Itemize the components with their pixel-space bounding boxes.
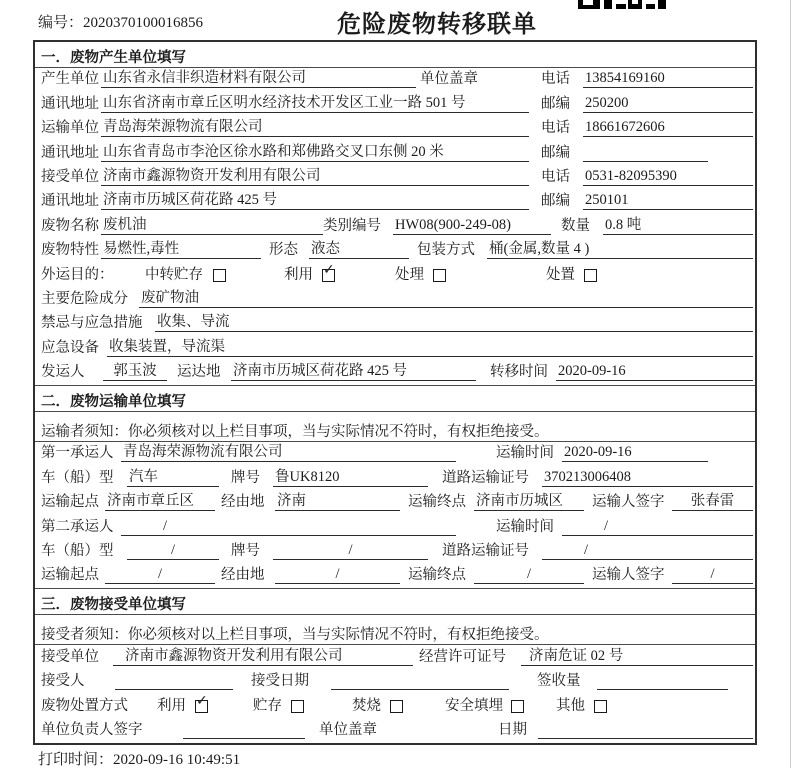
form-row — [35, 564, 755, 588]
field-label: 单位负责人签字 — [41, 722, 143, 738]
section-notice: 运输者须知：你必须核对以上栏目事项，当与实际情况不符时，有权拒绝接受。 — [35, 412, 755, 442]
field-value: / — [474, 565, 584, 584]
field-value: 济南市历城区 — [474, 492, 584, 511]
field-value: 废矿物油 — [139, 289, 753, 308]
form-row — [35, 466, 755, 490]
field-label: 电话 — [541, 120, 570, 137]
form-row — [35, 670, 755, 694]
checkbox — [291, 700, 304, 713]
field-label: 废物特性 — [41, 242, 99, 259]
form-row — [35, 288, 755, 312]
field-value: 2020-09-16 — [556, 362, 753, 381]
print-time-label: 打印时间： — [38, 752, 114, 768]
field-value: 18661672606 — [583, 118, 753, 137]
checkbox — [433, 269, 446, 282]
field-value: 0531-82095390 — [583, 167, 753, 186]
field-value: 0.8 吨 — [603, 216, 753, 235]
row-group — [35, 68, 755, 385]
field-label: 单位盖章 — [319, 722, 377, 738]
field-label: 运输起点 — [41, 567, 99, 584]
field-value: / — [672, 565, 753, 584]
checkbox — [322, 261, 335, 282]
field-value: / — [121, 517, 456, 536]
field-label: 电话 — [541, 168, 570, 185]
checkbox — [195, 692, 208, 713]
check-icon: ✓ — [196, 692, 208, 709]
field-label: 经由地 — [221, 494, 265, 511]
qr-block-gap — [583, 0, 593, 5]
field-label: 处理 — [395, 266, 424, 283]
field-label: 运输人签字 — [592, 494, 665, 511]
field-value: / — [542, 541, 753, 560]
field-label: 废物名称 — [41, 217, 99, 234]
field-value — [331, 672, 509, 690]
field-value: 济南市历城区荷花路 425 号 — [231, 362, 476, 381]
serial-number-line — [38, 11, 203, 32]
field-label: 运输单位 — [41, 120, 99, 137]
field-label: 运达地 — [177, 364, 221, 381]
field-label: 产生单位 — [41, 71, 99, 88]
section-notice: 接受者须知：你必须核对以上栏目事项，当与实际情况不符时，有权拒绝接受。 — [35, 615, 755, 645]
field-value: 青岛海荣源物流有限公司 — [101, 118, 529, 137]
field-value — [597, 672, 728, 690]
field-label: 日期 — [498, 722, 527, 738]
field-value: 郭玉波 — [103, 362, 167, 381]
field-label: 接受人 — [41, 673, 85, 690]
field-label: 通讯地址 — [41, 144, 99, 161]
field-label: 中转贮存 — [145, 266, 203, 283]
checkbox — [594, 700, 607, 713]
field-value: 山东省济南市章丘区明水经济技术开发区工业一路 501 号 — [101, 94, 529, 113]
field-value: 桶(金属,数量 4 ) — [487, 240, 753, 259]
form-row — [35, 694, 755, 718]
field-label: 车（船）型 — [41, 469, 114, 486]
form-row — [35, 166, 755, 190]
field-label: 利用 — [157, 697, 186, 714]
field-value: 济南市鑫源物资开发利用有限公司 — [101, 167, 529, 186]
field-label: 经由地 — [221, 567, 265, 584]
field-label: 第二承运人 — [41, 518, 114, 535]
print-time-value: 2020-09-16 10:49:51 — [113, 752, 241, 768]
field-label: 废物处置方式 — [41, 697, 128, 714]
section-header: 一．废物产生单位填写 — [35, 42, 755, 68]
field-label: 形态 — [269, 242, 298, 259]
field-label: 第一承运人 — [41, 445, 114, 462]
row-group — [35, 442, 755, 588]
form-row — [35, 239, 755, 263]
field-label: 邮编 — [541, 193, 570, 210]
form-row — [35, 515, 755, 539]
form-row — [35, 491, 755, 515]
form-row — [35, 540, 755, 564]
field-label: 签收量 — [537, 673, 581, 690]
field-value: 济南市章丘区 — [105, 492, 215, 511]
field-label: 焚烧 — [352, 697, 381, 714]
field-value: 13854169160 — [583, 69, 753, 88]
field-label: 邮编 — [541, 95, 570, 112]
field-label: 运输时间 — [496, 518, 554, 535]
page-title: 危险废物转移联单 — [337, 11, 537, 38]
field-label: 牌号 — [231, 469, 260, 486]
field-value: 鲁UK8120 — [273, 468, 428, 487]
qr-block — [646, 4, 655, 9]
check-icon: ✓ — [323, 261, 335, 278]
field-label: 安全填埋 — [445, 697, 503, 714]
field-value: 易燃性,毒性 — [101, 240, 261, 259]
form-row — [35, 214, 755, 238]
field-value: / — [273, 541, 428, 560]
field-value: 废机油 — [101, 216, 323, 235]
field-value: 收集装置，导流渠 — [107, 338, 753, 357]
checkbox — [213, 269, 226, 282]
field-label: 经营许可证号 — [419, 648, 506, 665]
form-row — [35, 190, 755, 214]
field-label: 单位盖章 — [420, 71, 478, 88]
field-label: 处置 — [546, 266, 575, 283]
field-label: 利用 — [284, 266, 313, 283]
row-group — [35, 645, 755, 743]
field-value: / — [562, 517, 753, 536]
form-row — [35, 92, 755, 116]
field-value: 250200 — [583, 94, 753, 113]
manifest-table — [33, 40, 757, 745]
form-row — [35, 336, 755, 360]
form-row — [35, 141, 755, 165]
field-value: 山东省永信非织造材料有限公司 — [101, 69, 416, 88]
field-value: 汽车 — [127, 468, 219, 487]
field-label: 接受单位 — [41, 648, 99, 665]
field-label: 贮存 — [253, 697, 282, 714]
field-label: 接受单位 — [41, 168, 99, 185]
qr-block — [616, 4, 626, 9]
field-label: 其他 — [556, 697, 585, 714]
field-label: 道路运输证号 — [442, 543, 529, 560]
field-value: / — [105, 565, 215, 584]
form-row — [35, 442, 755, 466]
serial-number: 2020370100016856 — [83, 15, 204, 31]
field-label: 邮编 — [541, 144, 570, 161]
field-value: HW08(900-249-08) — [393, 216, 551, 235]
checkbox — [584, 269, 597, 282]
field-label: 通讯地址 — [41, 193, 99, 210]
field-label: 运输时间 — [496, 445, 554, 462]
field-label: 主要危险成分 — [41, 290, 128, 307]
print-time-line — [38, 748, 240, 768]
field-label: 禁忌与应急措施 — [41, 315, 143, 332]
field-value: 青岛海荣源物流有限公司 — [121, 443, 456, 462]
field-value — [115, 672, 233, 690]
field-label: 运输终点 — [408, 567, 466, 584]
field-value: 济南市历城区荷花路 425 号 — [101, 191, 529, 210]
field-label: 电话 — [541, 71, 570, 88]
field-value: 液态 — [309, 240, 409, 259]
field-label: 通讯地址 — [41, 95, 99, 112]
field-value: / — [275, 565, 400, 584]
field-value — [583, 144, 708, 162]
form-row — [35, 312, 755, 336]
field-label: 类别编号 — [323, 217, 381, 234]
field-label: 包装方式 — [417, 242, 475, 259]
checkbox — [511, 700, 524, 713]
field-label: 外运目的： — [41, 266, 114, 283]
field-label: 转移时间 — [490, 364, 548, 381]
field-label: 数量 — [561, 217, 590, 234]
field-label: 应急设备 — [41, 339, 99, 356]
form-row — [35, 719, 755, 743]
field-label: 车（船）型 — [41, 543, 114, 560]
field-value: 250101 — [583, 191, 753, 210]
form-row — [35, 117, 755, 141]
field-label: 接受日期 — [251, 673, 309, 690]
field-label: 发运人 — [41, 364, 85, 381]
field-value: 济南 — [275, 492, 400, 511]
field-value — [183, 721, 305, 739]
field-value: 张春雷 — [672, 492, 753, 511]
checkbox — [390, 700, 403, 713]
qr-block-gap — [632, 0, 638, 4]
page-edge-line — [790, 0, 791, 768]
qr-code-fragment — [578, 0, 668, 10]
field-value: 收集、导流 — [155, 313, 753, 332]
field-value: 370213006408 — [542, 468, 753, 487]
qr-block — [604, 0, 612, 9]
field-value: / — [127, 541, 219, 560]
serial-label: 编号： — [38, 15, 84, 31]
section-header: 二．废物运输单位填写 — [35, 385, 755, 412]
field-value: 济南市鑫源物资开发利用有限公司 — [113, 647, 413, 666]
field-label: 运输终点 — [408, 494, 466, 511]
field-value: 山东省青岛市李沧区徐水路和郑佛路交叉口东侧 20 米 — [101, 143, 529, 162]
field-label: 道路运输证号 — [442, 469, 529, 486]
field-value: 济南危证 02 号 — [521, 647, 753, 666]
field-value: 2020-09-16 — [562, 443, 708, 462]
qr-block — [658, 0, 666, 9]
form-row — [35, 263, 755, 287]
section-header: 三．废物接受单位填写 — [35, 588, 755, 615]
field-label: 运输起点 — [41, 494, 99, 511]
field-label: 运输人签字 — [592, 567, 665, 584]
field-label: 牌号 — [231, 543, 260, 560]
form-row — [35, 361, 755, 385]
field-value — [538, 721, 753, 739]
form-row — [35, 645, 755, 669]
form-row — [35, 68, 755, 92]
